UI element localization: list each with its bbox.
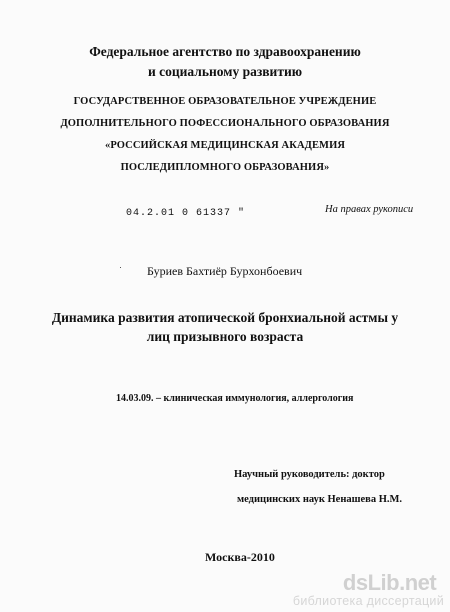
agency-name-line-2: и социальному развитию [147,64,303,79]
specialty-code: 14.03.09. – клиническая иммунология, аллергология [116,393,354,404]
watermark-logo: dsLib.net [342,570,437,595]
agency-name-line-1: Федеральное агентство по здравоохранению [89,44,361,59]
institution-line-1: ГОСУДАРСТВЕННОЕ ОБРАЗОВАТЕЛЬНОЕ УЧРЕЖДЕНИЕ [73,96,377,107]
supervisor-line-1: Научный руководитель: доктор [234,469,385,480]
manuscript-note: На правах рукописи [325,204,414,215]
watermark-subtitle: библиотека диссертаций [292,594,444,608]
registration-number: 04.2.01 0 61337 " [126,208,246,219]
city-year: Москва-2010 [205,550,275,564]
author-name: Буриев Бахтиёр Бурхонбоевич [147,264,303,278]
supervisor-line-2: медицинских наук Ненашева Н.М. [237,494,403,505]
institution-line-4: ПОСЛЕДИПЛОМНОГО ОБРАЗОВАНИЯ» [120,162,330,173]
institution-line-3: «РОССИЙСКАЯ МЕДИЦИНСКАЯ АКАДЕМИЯ [104,140,346,151]
dslib-watermark [293,572,444,608]
dissertation-title-line-1: Динамика развития атопической бронхиальной астмы у [51,310,399,325]
dissertation-title-line-2: лиц призывного возраста [146,329,304,344]
institution-line-2: ДОПОЛНИТЕЛЬНОГО ПОФЕССИОНАЛЬНОГО ОБРАЗОВАНИЯ [60,118,390,129]
scan-speck [120,267,121,268]
